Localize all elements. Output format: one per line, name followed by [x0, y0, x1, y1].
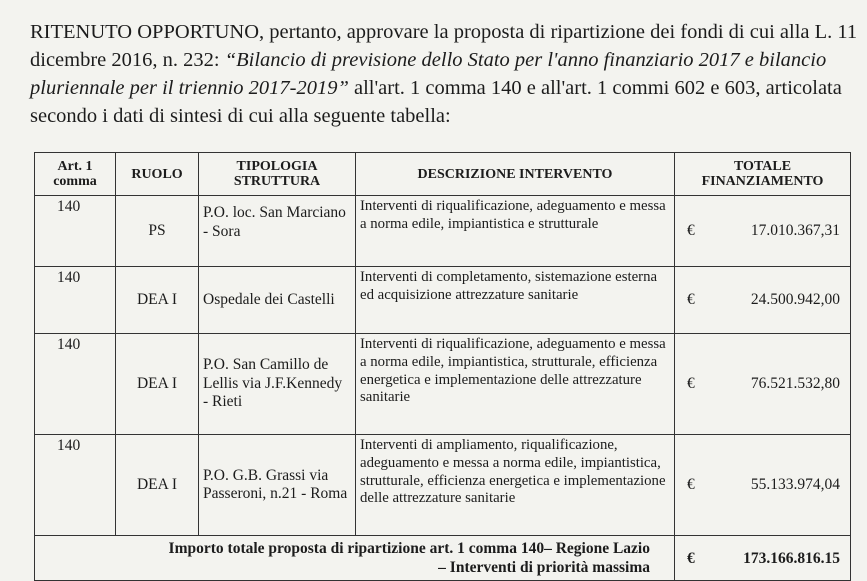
row-tipologia: P.O. G.B. Grassi via Passeroni, n.21 - Roma: [199, 435, 356, 536]
row-ruolo: DEA I: [116, 334, 199, 435]
currency-symbol: €: [687, 374, 695, 392]
header-totale-line1: TOTALE: [733, 159, 792, 174]
row-descrizione: Interventi di riqualificazione, adeguamento e messa a norma edile, impiantistica, strutturale, efficienza energetica e implementazione delle attrezzature sanitarie: [356, 334, 675, 435]
header-descrizione: DESCRIZIONE INTERVENTO: [356, 153, 675, 196]
row-totale-value: 24.500.942,00: [750, 290, 840, 308]
intro-text-1: , pertanto, approvare la proposta di ripartizione dei fondi di cui alla L. 11 dicembre 2016, n. 232:: [30, 21, 858, 71]
header-tipologia-line2: STRUTTURA: [233, 174, 321, 189]
row-tipologia: P.O. loc. San Marciano - Sora: [199, 196, 356, 267]
currency-symbol: €: [687, 549, 695, 567]
row-ruolo: DEA I: [116, 435, 199, 536]
row-art-value: 140: [57, 198, 81, 215]
table-row: [35, 334, 851, 435]
row-totale: [675, 267, 851, 334]
header-art-line1: Art. 1: [57, 159, 93, 174]
row-totale-value: 55.133.974,04: [750, 475, 840, 493]
row-descrizione: Interventi di riqualificazione, adeguamento e messa a norma edile, impiantistica e strutturale: [356, 196, 675, 267]
header-art: [35, 153, 116, 196]
row-totale-value: 76.521.532,80: [750, 374, 840, 392]
total-amount-value: 173.166.816.15: [743, 549, 840, 567]
intro-italic-title: “Bilancio di previsione dello Stato per l'anno finanziario 2017 e bilancio pluriennale per il triennio 2017-2019”: [30, 49, 827, 99]
row-art: [35, 334, 116, 435]
row-descrizione: Interventi di completamento, sistemazione esterna ed acquisizione attrezzature sanitarie: [356, 267, 675, 334]
total-label-line2: – Interventi di priorità massima: [438, 559, 650, 576]
intro-lead: RITENUTO OPPORTUNO: [30, 21, 260, 43]
table-row: [35, 196, 851, 267]
row-tipologia: Ospedale dei Castelli: [199, 267, 356, 334]
funding-table: [34, 152, 851, 581]
header-totale: [675, 153, 851, 196]
table-total-row: [35, 536, 851, 581]
intro-paragraph: [30, 18, 860, 130]
row-art: [35, 267, 116, 334]
header-totale-line2: FINANZIAMENTO: [701, 174, 824, 189]
total-amount: [675, 536, 851, 581]
row-totale: [675, 435, 851, 536]
row-art-value: 140: [57, 437, 81, 454]
currency-symbol: €: [687, 290, 695, 308]
intro-text-2: all'art. 1 comma 140 e all'art. 1 commi 602 e 603, articolata secondo i dati di sintesi di cui alla seguente tabella:: [30, 77, 842, 127]
row-tipologia: P.O. San Camillo de Lellis via J.F.Kennedy - Rieti: [199, 334, 356, 435]
header-ruolo: RUOLO: [116, 153, 199, 196]
row-totale: [675, 196, 851, 267]
header-tipologia-line1: TIPOLOGIA: [236, 159, 318, 174]
row-art-value: 140: [57, 269, 81, 286]
row-ruolo: DEA I: [116, 267, 199, 334]
currency-symbol: €: [687, 475, 695, 493]
total-label-line1: Importo totale proposta di ripartizione art. 1 comma 140– Regione Lazio: [168, 540, 650, 557]
table-row: [35, 267, 851, 334]
header-art-line2: comma: [53, 174, 97, 189]
row-totale-value: 17.010.367,31: [750, 221, 840, 239]
row-descrizione: Interventi di ampliamento, riqualificazione, adeguamento e messa a norma edile, impiantistica, strutturale, efficienza energetica e implementazione delle attrezzature sanitarie: [356, 435, 675, 536]
row-totale: [675, 334, 851, 435]
row-ruolo: PS: [116, 196, 199, 267]
header-tipologia: [199, 153, 356, 196]
table-row: [35, 435, 851, 536]
row-art-value: 140: [57, 336, 81, 353]
table-header-row: [35, 153, 851, 196]
row-art: [35, 435, 116, 536]
row-art: [35, 196, 116, 267]
total-label: [35, 536, 675, 581]
currency-symbol: €: [687, 221, 695, 239]
